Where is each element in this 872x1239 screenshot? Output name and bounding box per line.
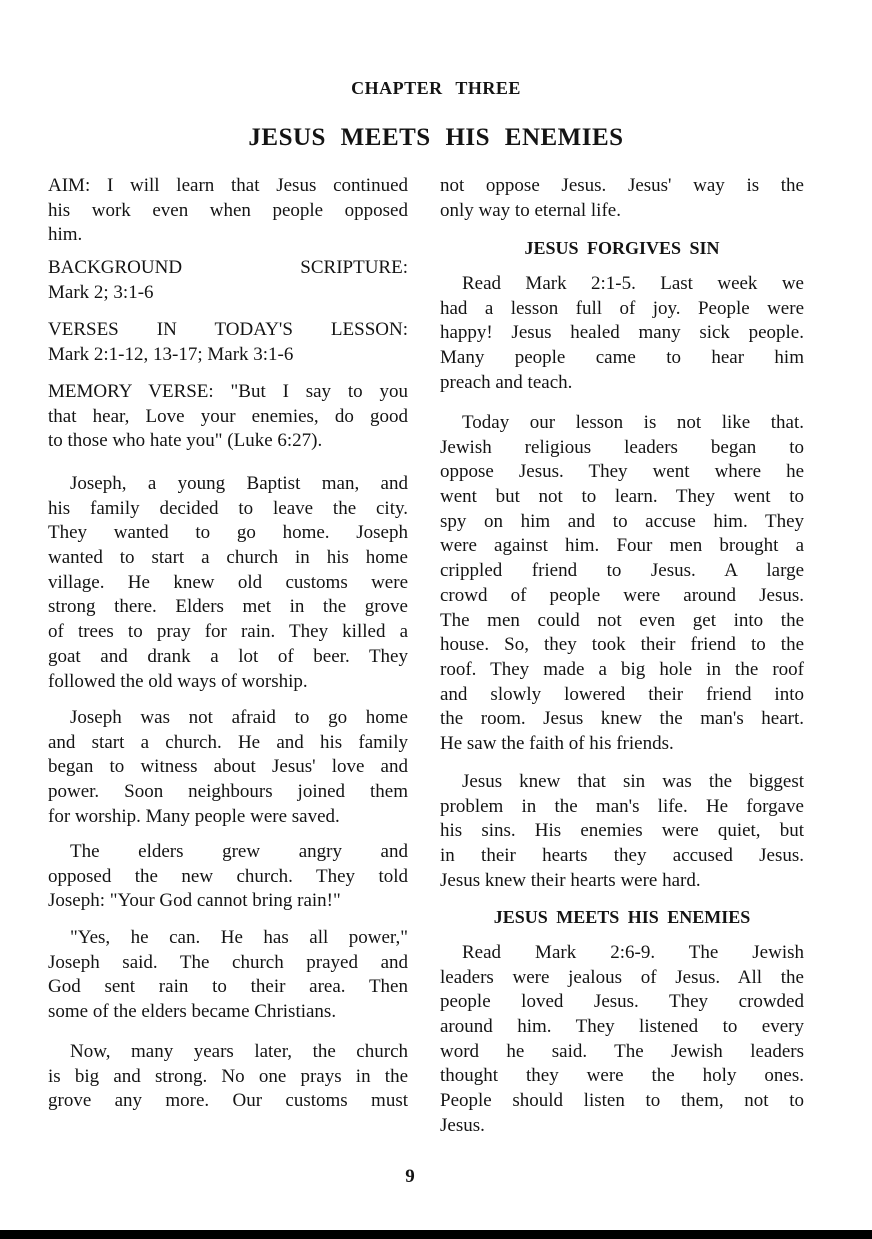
text-line: some of the elders became Christians. (48, 1001, 337, 1023)
text-line: They wanted to go home. Joseph (48, 522, 408, 544)
text-line: Jesus. (440, 1114, 485, 1136)
text-line: "Yes, he can. He has all power," (70, 927, 408, 948)
text-line: not oppose Jesus. Jesus' way is the (440, 175, 804, 196)
text-line: people loved Jesus. They crowded (440, 991, 804, 1013)
text-line: strong there. Elders met in the grove (48, 596, 408, 618)
paragraph (440, 272, 804, 395)
text-line: crowd of people were around Jesus. (440, 584, 804, 606)
text-line: the room. Jesus knew the man's heart. (440, 708, 804, 730)
text-line: The elders grew angry and (70, 841, 408, 862)
paragraph (48, 256, 408, 305)
text-line: Mark 2; 3:1-6 (48, 281, 154, 303)
paragraph (48, 926, 408, 1025)
text-line: and start a church. He and his family (48, 731, 408, 753)
text-line: wanted to start a church in his home (48, 547, 408, 569)
text-line: were against him. Four men brought a (440, 535, 804, 557)
text-line: of trees to pray for rain. They killed a (48, 621, 408, 643)
text-line: only way to eternal life. (440, 199, 621, 221)
text-line: God sent rain to their area. Then (48, 976, 408, 998)
text-line: People should listen to them, not to (440, 1090, 804, 1112)
text-line: Many people came to hear him (440, 347, 804, 369)
text-line: village. He knew old customs were (48, 571, 408, 593)
paragraph (440, 174, 804, 223)
chapter-label: CHAPTER THREE (351, 78, 521, 98)
paragraph (48, 1040, 408, 1114)
paragraph (48, 318, 408, 367)
text-line: oppose Jesus. They went where he (440, 461, 804, 483)
text-line: Jesus knew their hearts were hard. (440, 869, 701, 891)
text-line: is big and strong. No one prays in the (48, 1065, 408, 1087)
paragraph (440, 411, 804, 757)
text-line: opposed the new church. They told (48, 865, 408, 887)
text-line: went but not to learn. They went to (440, 486, 804, 508)
text-line: Joseph, a young Baptist man, and (70, 473, 408, 494)
text-line: VERSES IN TODAY'S LESSON: (48, 319, 408, 340)
section-heading: JESUS MEETS HIS ENEMIES (493, 907, 751, 927)
section-heading: JESUS FORGIVES SIN (524, 238, 720, 258)
text-line: spy on him and to accuse him. They (440, 510, 804, 532)
text-line: Jesus knew that sin was the biggest (462, 771, 804, 792)
text-line: roof. They made a big hole in the roof (440, 658, 804, 680)
text-line: to those who hate you" (Luke 6:27). (48, 430, 323, 452)
text-line: He saw the faith of his friends. (440, 732, 674, 754)
text-line: him. (48, 224, 83, 246)
text-line: BACKGROUND SCRIPTURE: (48, 257, 408, 278)
text-line: in their hearts they accused Jesus. (440, 845, 804, 867)
text-line: Joseph said. The church prayed and (48, 951, 408, 973)
text-line: Joseph: "Your God cannot bring rain!" (48, 890, 341, 912)
text-line: his family decided to leave the city. (48, 497, 408, 519)
paragraph (48, 380, 408, 454)
text-line: power. Soon neighbours joined them (48, 781, 408, 803)
paragraph (440, 941, 804, 1139)
page-number: 9 (405, 1166, 415, 1187)
text-line: had a lesson full of joy. People were (440, 297, 804, 319)
text-line: MEMORY VERSE: "But I say to you (48, 381, 408, 402)
text-line: Read Mark 2:1-5. Last week we (462, 273, 804, 294)
text-line: Read Mark 2:6-9. The Jewish (462, 942, 804, 963)
text-line: happy! Jesus healed many sick people. (440, 322, 804, 344)
text-line: thought they were the holy ones. (440, 1065, 804, 1087)
text-line: his work even when people opposed (48, 199, 408, 221)
text-line: Joseph was not afraid to go home (70, 707, 408, 728)
paragraph (48, 840, 408, 914)
text-line: house. So, they took their friend to the (440, 634, 804, 656)
text-line: crippled friend to Jesus. A large (440, 560, 804, 582)
text-line: that hear, Love your enemies, do good (48, 405, 408, 427)
text-line: AIM: I will learn that Jesus continued (48, 175, 408, 196)
paragraph (440, 770, 804, 893)
text-line: around him. They listened to every (440, 1016, 804, 1038)
text-line: word he said. The Jewish leaders (440, 1040, 804, 1062)
paragraph (48, 706, 408, 829)
text-line: followed the old ways of worship. (48, 670, 308, 692)
text-line: Today our lesson is not like that. (462, 412, 804, 433)
text-line: goat and drank a lot of beer. They (48, 645, 408, 667)
text-line: Now, many years later, the church (70, 1041, 408, 1062)
text-line: began to witness about Jesus' love and (48, 756, 408, 778)
text-line: and slowly lowered their friend into (440, 683, 804, 705)
text-line: grove any more. Our customs must (48, 1090, 408, 1112)
text-line: problem in the man's life. He forgave (440, 795, 804, 817)
text-line: Mark 2:1-12, 13-17; Mark 3:1-6 (48, 343, 294, 365)
paragraph (48, 472, 408, 694)
text-line: Jewish religious leaders began to (440, 436, 804, 458)
text-line: leaders were jealous of Jesus. All the (440, 966, 804, 988)
scan-border (0, 1230, 872, 1239)
text-line: The men could not even get into the (440, 609, 804, 631)
text-line: his sins. His enemies were quiet, but (440, 820, 804, 842)
page-title: JESUS MEETS HIS ENEMIES (248, 124, 624, 151)
text-line: preach and teach. (440, 371, 573, 393)
paragraph (48, 174, 408, 248)
text-line: for worship. Many people were saved. (48, 805, 340, 827)
